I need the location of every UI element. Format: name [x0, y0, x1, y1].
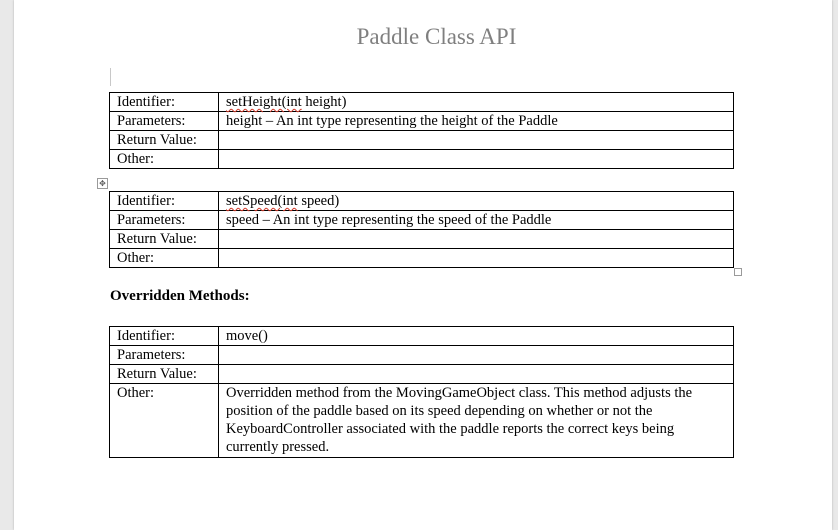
table-row — [110, 112, 734, 131]
api-table-setheight[interactable] — [109, 92, 734, 169]
table-row — [110, 131, 734, 150]
return-label: Return Value: — [110, 131, 219, 150]
identifier-value[interactable]: move() — [219, 327, 734, 346]
spellcheck-word: setSpeed(int — [226, 193, 298, 209]
table-row — [110, 384, 734, 458]
table-row — [110, 211, 734, 230]
return-value[interactable] — [219, 230, 734, 249]
return-value[interactable] — [219, 131, 734, 150]
identifier-label: Identifier: — [110, 192, 219, 211]
parameters-value[interactable]: speed – An int type representing the speed of the Paddle — [219, 211, 734, 230]
return-label: Return Value: — [110, 230, 219, 249]
other-label: Other: — [110, 150, 219, 169]
spellcheck-word: setHeight(int — [226, 94, 302, 110]
identifier-label: Identifier: — [110, 93, 219, 112]
table-row — [110, 93, 734, 112]
resize-handle-icon[interactable] — [734, 268, 742, 276]
other-label: Other: — [110, 249, 219, 268]
parameters-value[interactable] — [219, 346, 734, 365]
other-value[interactable] — [219, 249, 734, 268]
api-table-setspeed[interactable] — [109, 191, 734, 268]
text-cursor — [110, 68, 111, 86]
table-row — [110, 346, 734, 365]
parameters-label: Parameters: — [110, 112, 219, 131]
other-value[interactable] — [219, 150, 734, 169]
section-heading: Overridden Methods: — [110, 288, 250, 304]
identifier-value[interactable]: setSpeed(int speed) — [219, 192, 734, 211]
return-value[interactable] — [219, 365, 734, 384]
parameters-label: Parameters: — [110, 211, 219, 230]
return-label: Return Value: — [110, 365, 219, 384]
table-row — [110, 192, 734, 211]
table-row — [110, 249, 734, 268]
parameters-value[interactable]: height – An int type representing the height of the Paddle — [219, 112, 734, 131]
other-label: Other: — [110, 384, 219, 458]
move-icon[interactable]: ✥ — [97, 178, 108, 189]
identifier-label: Identifier: — [110, 327, 219, 346]
parameters-label: Parameters: — [110, 346, 219, 365]
table-row — [110, 230, 734, 249]
document-page[interactable] — [14, 0, 832, 530]
identifier-value[interactable]: setHeight(int height) — [219, 93, 734, 112]
api-table-move[interactable] — [109, 326, 734, 458]
other-value[interactable]: Overridden method from the MovingGameObject class. This method adjusts the position of the paddle based on its speed depending on whether or not the KeyboardController associated with the paddle reports the correct keys being currently pressed. — [219, 384, 734, 458]
table-row — [110, 327, 734, 346]
page-title: Paddle Class API — [356, 24, 517, 49]
table-row — [110, 150, 734, 169]
table-row — [110, 365, 734, 384]
